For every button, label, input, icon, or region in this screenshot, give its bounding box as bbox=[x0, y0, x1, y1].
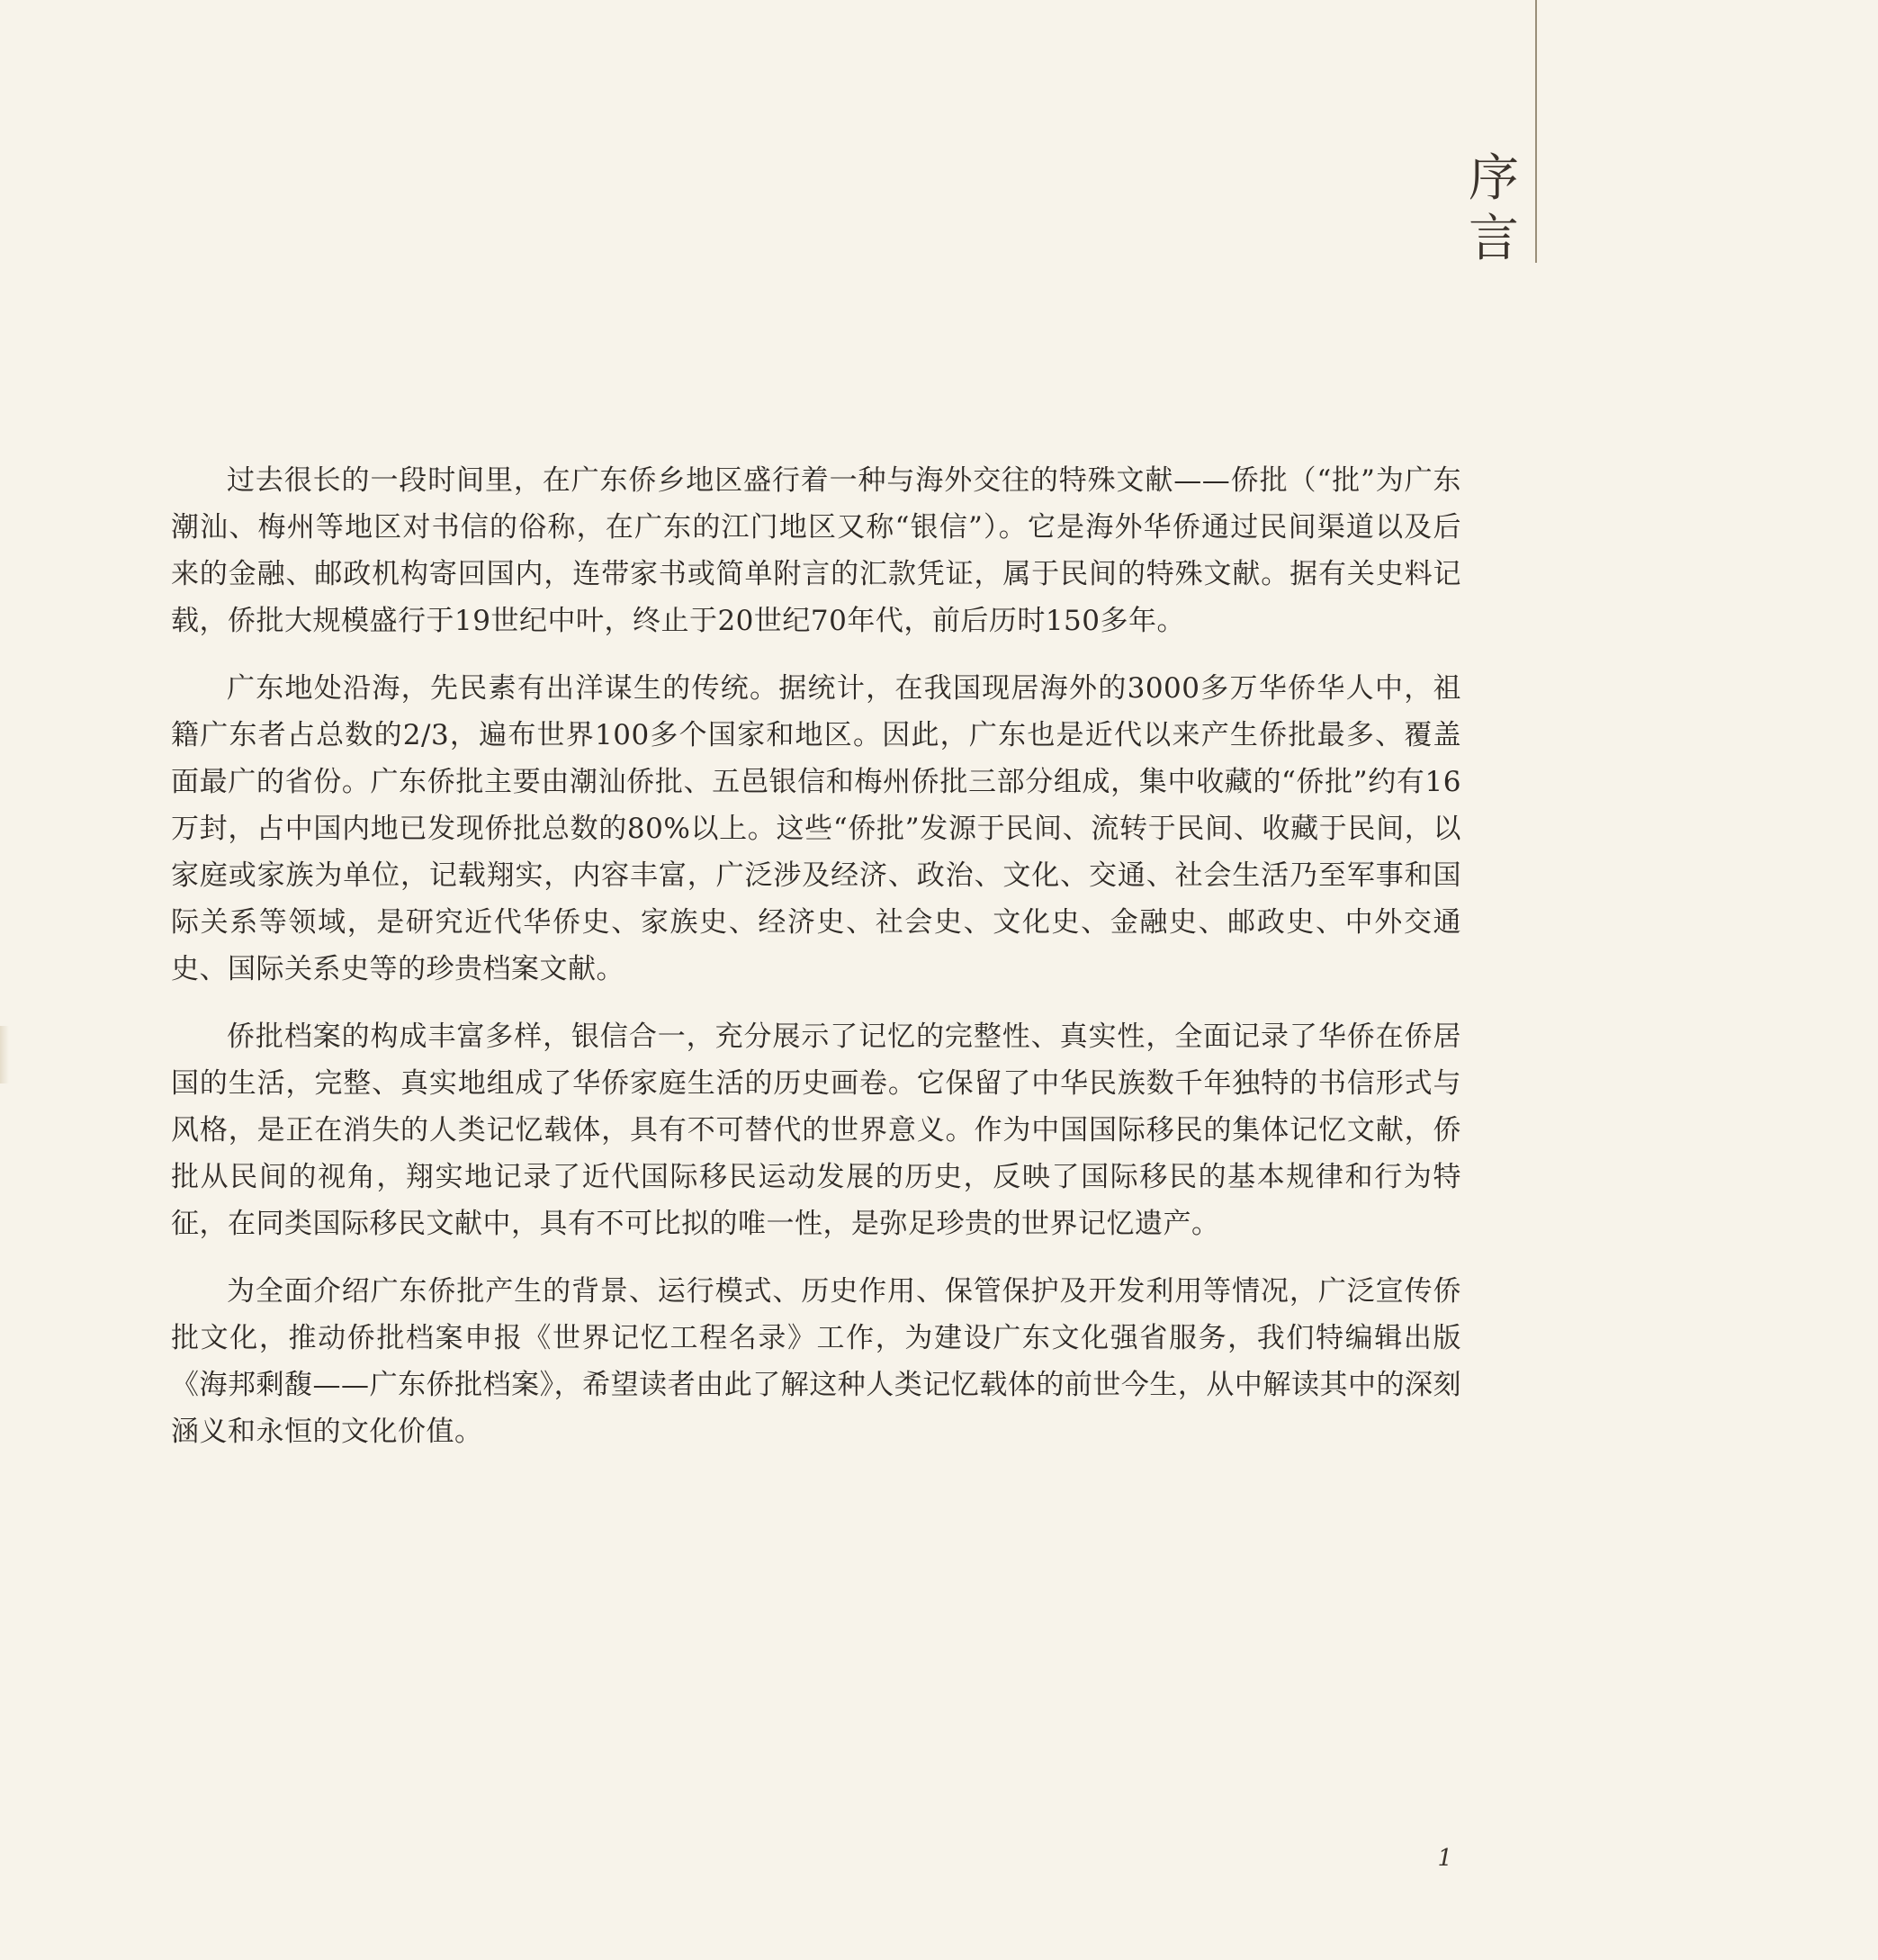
paragraph-4: 为全面介绍广东侨批产生的背景、运行模式、历史作用、保管保护及开发利用等情况，广泛宣传侨批文化，推动侨批档案申报《世界记忆工程名录》工作，为建设广东文化强省服务，我们特编辑出版《海邦剩馥——广东侨批档案》，希望读者由此了解这种人类记忆载体的前世今生，从中解读其中的深刻涵义和永恒的文化价值。 bbox=[171, 1275, 1461, 1448]
title-char-1: 序 bbox=[1469, 149, 1519, 208]
page-title bbox=[1463, 149, 1524, 268]
paragraph-2: 广东地处沿海，先民素有出洋谋生的传统。据统计，在我国现居海外的3000多万华侨华人中，祖籍广东者占总数的2/3，遍布世界100多个国家和地区。因此，广东也是近代以来产生侨批最多、覆盖面最广的省份。广东侨批主要由潮汕侨批、五邑银信和梅州侨批三部分组成，集中收藏的“侨批”约有16万封，占中国内地已发现侨批总数的80%以上。这些“侨批”发源于民间、流转于民间、收藏于民间，以家庭或家族为单位，记载翔实，内容丰富，广泛涉及经济、政治、文化、交通、社会生活乃至军事和国际关系等领域，是研究近代华侨史、家族史、经济史、社会史、文化史、金融史、邮政史、中外交通史、国际关系史等的珍贵档案文献。 bbox=[171, 672, 1461, 985]
preface-body bbox=[171, 457, 1461, 1476]
page-number: 1 bbox=[1437, 1845, 1452, 1872]
paragraph-1: 过去很长的一段时间里，在广东侨乡地区盛行着一种与海外交往的特殊文献——侨批（“批”为广东潮汕、梅州等地区对书信的俗称，在广东的江门地区又称“银信”）。它是海外华侨通过民间渠道以及后来的金融、邮政机构寄回国内，连带家书或简单附言的汇款凭证，属于民间的特殊文献。据有关史料记载，侨批大规模盛行于19世纪中叶，终止于20世纪70年代，前后历时150多年。 bbox=[171, 464, 1461, 637]
title-divider-line bbox=[1535, 0, 1537, 263]
scan-edge-mark bbox=[0, 1026, 9, 1083]
title-char-2: 言 bbox=[1469, 209, 1519, 268]
paragraph-3: 侨批档案的构成丰富多样，银信合一，充分展示了记忆的完整性、真实性，全面记录了华侨在侨居国的生活，完整、真实地组成了华侨家庭生活的历史画卷。它保留了中华民族数千年独特的书信形式与风格，是正在消失的人类记忆载体，具有不可替代的世界意义。作为中国国际移民的集体记忆文献，侨批从民间的视角，翔实地记录了近代国际移民运动发展的历史，反映了国际移民的基本规律和行为特征，在同类国际移民文献中，具有不可比拟的唯一性，是弥足珍贵的世界记忆遗产。 bbox=[171, 1020, 1461, 1240]
